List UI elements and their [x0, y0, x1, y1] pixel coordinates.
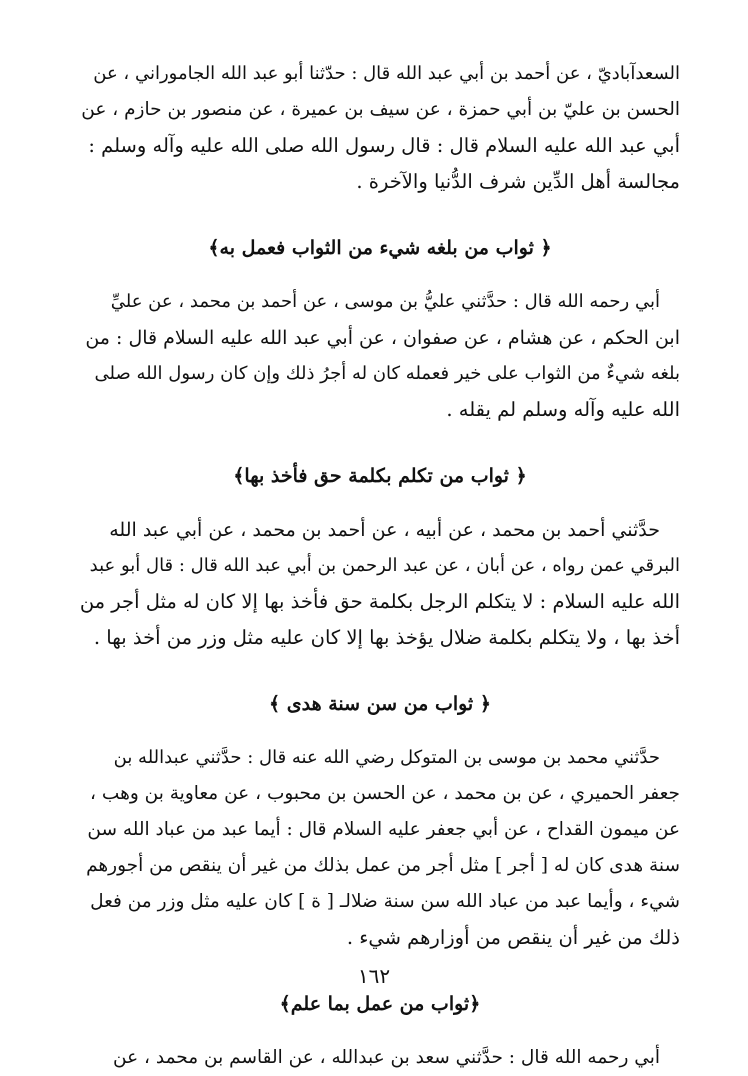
text-line: ذلك من غير أن ينقص من أوزارهم شيء .: [346, 926, 680, 949]
section-heading: ﴿ثواب من عمل بما علم﴾: [279, 993, 481, 1015]
section-heading: ﴿ ثواب من بلغه شيء من الثواب فعمل به﴾: [208, 237, 552, 259]
section-1: [80, 234, 680, 428]
text-line: أبي رحمه الله قال : حدَّثني عليُّ بن موسى ، عن أحمد بن محمد ، عن عليِّ: [110, 291, 660, 312]
paragraph: [80, 740, 680, 956]
page-number: ١٦٢: [357, 964, 391, 988]
section-0: [80, 56, 680, 200]
text-line: مجالسة أهل الدِّين شرف الدُّنيا والآخرة .: [356, 170, 680, 193]
text-line: ابن الحكم ، عن هشام ، عن صفوان ، عن أبي عبد الله عليه السلام قال : من: [85, 327, 680, 349]
text-line: عن ميمون القداح ، عن أبي جعفر عليه السلام قال : أيما عبد من عباد الله سن: [87, 819, 680, 840]
section-heading: ﴿ ثواب من سن سنة هدى ﴾: [269, 693, 491, 715]
text-line: جعفر الحميري ، عن بن محمد ، عن الحسن بن محبوب ، عن معاوية بن وهب ،: [90, 783, 680, 804]
text-line: أخذ بها ، ولا يتكلم بكلمة ضلال يؤخذ بها إلا كان عليه مثل وزر من أخذ بها .: [93, 626, 680, 649]
section-heading: ﴿ ثواب من تكلم بكلمة حق فأخذ بها﴾: [233, 465, 527, 487]
section-2: [80, 462, 680, 656]
text-line: حدَّثني أحمد بن محمد ، عن أبيه ، عن أحمد بن محمد ، عن أبي عبد الله: [109, 519, 660, 541]
text-line: الله عليه وآله وسلم لم يقله .: [446, 398, 680, 421]
text-line: حدَّثني محمد بن موسى بن المتوكل رضي الله عنه قال : حدَّثني عبدالله بن: [113, 747, 660, 768]
text-line: أبي عبد الله عليه السلام قال : قال رسول الله صلى الله عليه وآله وسلم :: [88, 134, 680, 157]
page-body: [80, 56, 680, 1076]
text-line: البرقي عمن رواه ، عن أبان ، عن عبد الرحمن بن أبي عبد الله قال : قال أبو عبد: [89, 555, 680, 576]
text-line: بلغه شيءٌ من الثواب على خير فعمله كان له أجرُ ذلك وإن كان رسول الله صلى: [94, 363, 680, 384]
paragraph: [80, 284, 680, 428]
text-line: شيء ، وأيما عبد من عباد الله سن سنة ضلالـ [ ة ] كان عليه مثل وزر من فعل: [90, 891, 680, 912]
text-line: السعدآباديّ ، عن أحمد بن أبي عبد الله قال : حدّثنا أبو عبد الله الجاموراني ، عن: [93, 63, 680, 84]
text-line: سنة هدى كان له [ أجر ] مثل أجر من عمل بذلك من غير أن ينقص من أجورهم: [86, 855, 680, 876]
paragraph: [80, 1040, 680, 1076]
paragraph: [80, 512, 680, 656]
text-line: الله عليه السلام : لا يتكلم الرجل بكلمة حق فأخذ بها إلا كان له مثل أجر من: [79, 590, 680, 613]
text-line: الحسن بن عليّ بن أبي حمزة ، عن سيف بن عميرة ، عن منصور بن حازم ، عن: [81, 99, 680, 120]
section-4: [80, 990, 680, 1076]
text-line: أبي رحمه الله قال : حدَّثني سعد بن عبدالله ، عن القاسم بن محمد ، عن: [113, 1047, 660, 1068]
section-3: [80, 690, 680, 956]
paragraph: [80, 56, 680, 200]
